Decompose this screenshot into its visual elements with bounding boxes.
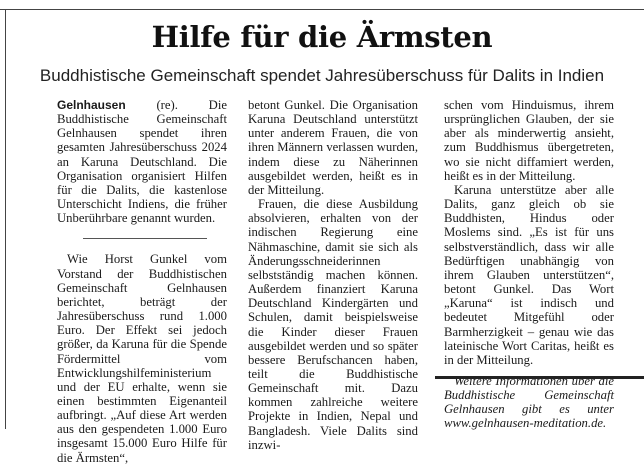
top-border-line (0, 9, 644, 10)
dateline: Gelnhausen (57, 98, 126, 112)
body-paragraph: schen vom Hinduismus, ihrem ursprünglichen Glauben, der sie aber als minderwertig ansieht, zum Buddhismus übergetreten, wo sie nicht diffamiert werden, heißt es in der Mitteilung. (444, 98, 614, 183)
section-divider (83, 238, 207, 239)
article-column-1 (57, 98, 227, 465)
body-paragraph: Wie Horst Gunkel vom Vorstand der Buddhistischen Gemeinschaft Gelnhausen berichtet, beträgt der Jahresüberschuss rund 1.000 Euro. Der Effekt sei jedoch größer, da Karuna für die Spende Fördermittel vom Entwicklungshilfeministerium und der EU erhalte, wenn sie einen bestimmten Eigenanteil aufbringt. „Auf diese Art werden aus den gespendeten 1.000 Euro insgesamt 15.000 Euro Hilfe für die Ärmsten“, (57, 252, 227, 465)
article-end-rule (435, 376, 644, 379)
info-note: Weitere Informationen über die Buddhistische Gemeinschaft Gelnhausen gibt es unter www.gelnhausen-meditation.de. (444, 373, 614, 431)
headline: Hilfe für die Ärmsten (151, 20, 493, 54)
body-paragraph: betont Gunkel. Die Organisation Karuna Deutschland unterstützt unter anderem Frauen, die von ihren Männern verlassen wurden, indem diese zu Näherinnen ausgebildet werden, heißt es in der Mitteilung. (248, 98, 418, 197)
lead-text: (re). Die Buddhistische Gemeinschaft Gelnhausen spendet ihren gesamten Jahresüberschuss 2024 an Karuna Deutschland. Die Organisation organisiert Hilfen für die Dalits, die kastenlose Unterschicht Indiens, die früher Unberührbare genannt wurden. (57, 98, 227, 226)
article-column-3 (444, 98, 614, 431)
spacer (444, 367, 614, 374)
subheadline: Buddhistische Gemeinschaft spendet Jahresüberschuss für Dalits in Indien (39, 66, 605, 85)
lead-paragraph (57, 98, 227, 225)
body-paragraph: Karuna unterstütze aber alle Dalits, ganz gleich ob sie Buddhisten, Hindus oder Moslems sind. „Es ist für uns selbstverständlich, dass wir alle Bedürftigen unabhängig von ihrem Glauben unterstützen“, betont Gunkel. Das Wort „Karuna“ ist indisch und bedeutet Mitgefühl oder Barmherzigkeit – genau wie das lateinische Wort Caritas, heißt es in der Mitteilung. (444, 182, 614, 367)
article-column-2 (248, 98, 418, 452)
body-paragraph: Frauen, die diese Ausbildung absolvieren, erhalten von der indischen Regierung eine Nähmaschine, damit sie sich als Änderungsschneiderinnen selbstständig machen können. Außerdem finanziert Karuna Deutschland Kindergärten und Schulen, damit beispielsweise die Kinder dieser Frauen ausgebildet werden und so später bessere Berufschancen haben, teilt die Buddhistische Gemeinschaft mit. Dazu kommen zahlreiche weitere Projekte in Indien, Nepal und Bangladesh. Viele Dalits sind inzwi- (248, 197, 418, 452)
